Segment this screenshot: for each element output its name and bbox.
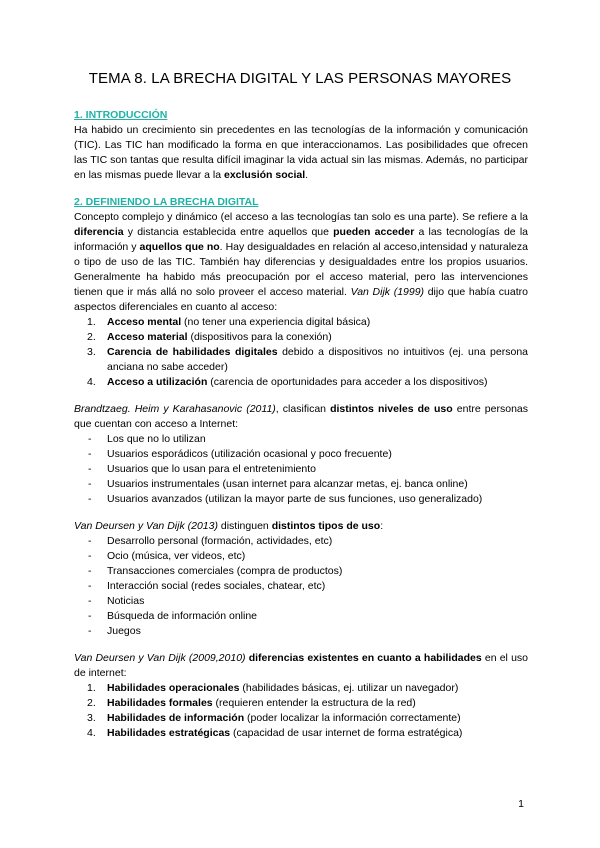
list-item-text: Ocio (música, ver videos, etc) xyxy=(107,550,246,562)
list-item-bold: Habilidades estratégicas xyxy=(107,727,231,739)
citation-van-deursen-2009: Van Deursen y Van Dijk (2009,2010) xyxy=(74,652,246,664)
dash-bullet: - xyxy=(88,595,92,607)
vandeursen-2013-text-1: distinguen xyxy=(217,520,272,532)
list-item-text: Usuarios que lo usan para el entretenimiento xyxy=(107,463,316,475)
brecha-text-2: y distancia establecida entre aquellos que xyxy=(123,226,334,238)
list-item xyxy=(74,579,528,594)
document-body xyxy=(74,108,528,741)
list-number: 1. xyxy=(87,682,96,694)
citation-brandtzaeg-2011: Brandtzaeg. Heim y Karahasanovic (2011) xyxy=(74,403,276,415)
list-item xyxy=(74,549,528,564)
list-item-bold: Acceso a utilización xyxy=(107,376,208,388)
list-number: 2. xyxy=(87,697,96,709)
list-item-text: Usuarios avanzados (utilizan la mayor parte de sus funciones, uso generalizado) xyxy=(107,493,483,505)
brecha-bold-pueden-acceder: pueden acceder xyxy=(333,226,415,238)
vandeursen-2013-paragraph xyxy=(74,519,528,534)
list-item xyxy=(74,711,528,726)
list-item xyxy=(74,726,528,741)
vandeursen-2013-bold-tipos: distintos tipos de uso xyxy=(271,520,381,532)
list-number: 1. xyxy=(87,316,96,328)
page-title: TEMA 8. LA BRECHA DIGITAL Y LAS PERSONAS MAYORES xyxy=(88,70,512,87)
list-item xyxy=(74,624,528,639)
vandeursen-2009-text-2: en el uso de internet: xyxy=(74,652,528,679)
list-number: 4. xyxy=(87,727,96,739)
list-item-text: debido a dispositivos no intuitivos (ej. una persona anciana no sabe acceder) xyxy=(107,346,528,373)
list-item-bold: Habilidades operacionales xyxy=(107,682,240,694)
list-item-text: Usuarios instrumentales (usan internet para alcanzar metas, ej. banca online) xyxy=(107,478,468,490)
list-item-bold: Carencia de habilidades digitales xyxy=(107,346,278,358)
list-item xyxy=(74,696,528,711)
brandtzaeg-text-1: , clasifican xyxy=(275,403,331,415)
dash-bullet: - xyxy=(88,625,92,637)
intro-text: Ha habido un crecimiento sin precedentes en las tecnologías de la información y comunicación (TIC). Las TIC han modificado la forma en que interaccionamos. Las posibilidades que ofrecen las TIC son tantas que resulta difícil imaginar la vida actual sin las mismas. Además, no participar en las mismas puede llevar a la xyxy=(74,124,528,181)
list-item xyxy=(74,345,528,375)
list-item-text: Noticias xyxy=(107,595,145,607)
dash-bullet: - xyxy=(88,535,92,547)
list-number: 2. xyxy=(87,331,96,343)
brandtzaeg-bold-niveles: distintos niveles de uso xyxy=(330,403,453,415)
dash-bullet: - xyxy=(88,565,92,577)
list-item-bold: Habilidades formales xyxy=(107,697,213,709)
brandtzaeg-paragraph xyxy=(74,402,528,432)
list-item-text: (habilidades básicas, ej. utilizar un navegador) xyxy=(239,682,459,694)
dash-bullet: - xyxy=(88,433,92,445)
list-item xyxy=(74,375,528,390)
list-item-bold: Acceso mental xyxy=(107,316,182,328)
list-item xyxy=(74,534,528,549)
list-number: 3. xyxy=(87,712,96,724)
list-item-text: (dispositivos para la conexión) xyxy=(187,331,332,343)
list-item xyxy=(74,594,528,609)
list-item-text: Interacción social (redes sociales, chatear, etc) xyxy=(107,580,326,592)
dash-bullet: - xyxy=(88,493,92,505)
list-number: 3. xyxy=(87,346,96,358)
list-item-text: (carencia de oportunidades para acceder a los dispositivos) xyxy=(207,376,488,388)
list-item xyxy=(74,681,528,696)
dash-bullet: - xyxy=(88,550,92,562)
list-item xyxy=(74,432,528,447)
list-item xyxy=(74,477,528,492)
list-item-text: Los que no lo utilizan xyxy=(107,433,206,445)
list-number: 4. xyxy=(87,376,96,388)
access-aspects-list xyxy=(74,315,528,390)
dash-bullet: - xyxy=(88,478,92,490)
list-item-text: Búsqueda de información online xyxy=(107,610,258,622)
brecha-bold-diferencia: diferencia xyxy=(74,226,124,238)
list-item-text: (capacidad de usar internet de forma estratégica) xyxy=(230,727,463,739)
section-heading-introduccion: 1. INTRODUCCIÓN xyxy=(74,109,168,121)
dash-bullet: - xyxy=(88,580,92,592)
vandeursen-2013-text-2: : xyxy=(380,520,384,532)
citation-van-dijk-1999: Van Dijk (1999) xyxy=(350,286,425,298)
dash-bullet: - xyxy=(88,448,92,460)
section-heading-brecha-digital: 2. DEFINIENDO LA BRECHA DIGITAL xyxy=(74,196,259,208)
brecha-paragraph xyxy=(74,210,528,315)
list-item-text: Juegos xyxy=(107,625,141,637)
intro-bold-exclusion: exclusión social xyxy=(224,169,306,181)
vandeursen-2009-paragraph xyxy=(74,651,528,681)
list-item-text: (poder localizar la información correctamente) xyxy=(244,712,461,724)
list-item xyxy=(74,609,528,624)
page-number: 1 xyxy=(518,798,524,810)
list-item xyxy=(74,447,528,462)
list-item-text: (no tener una experiencia digital básica) xyxy=(181,316,371,328)
brandtzaeg-text-2: entre personas que cuentan con acceso a Internet: xyxy=(74,403,528,430)
list-item-text: (requieren entender la estructura de la red) xyxy=(212,697,416,709)
brecha-text-1: Concepto complejo y dinámico (el acceso a las tecnologías tan solo es una parte). Se refiere a la xyxy=(74,211,528,223)
list-item-text: Usuarios esporádicos (utilización ocasional y poco frecuente) xyxy=(107,448,392,460)
brecha-bold-aquellos-que-no: aquellos que no xyxy=(139,241,220,253)
list-item xyxy=(74,330,528,345)
skills-list xyxy=(74,681,528,741)
brecha-text-3: a las tecnologías de la información y xyxy=(74,226,528,253)
intro-paragraph xyxy=(74,123,528,183)
list-item-text: Desarrollo personal (formación, actividades, etc) xyxy=(107,535,333,547)
list-item xyxy=(74,564,528,579)
intro-end: . xyxy=(305,169,309,181)
list-item-bold: Acceso material xyxy=(107,331,188,343)
brecha-text-4: . Hay desigualdades en relación al acceso,intensidad y naturaleza o tipo de uso de las TIC. También hay diferencias y desigualdades entre los propios usuarios. Generalmente ha habido más preocupación por el acceso material, pero las intervenciones tienen que ir más allá no solo proveer el acceso material. xyxy=(74,241,528,298)
dash-bullet: - xyxy=(88,463,92,475)
list-item xyxy=(74,315,528,330)
dash-bullet: - xyxy=(88,610,92,622)
list-item-text: Transacciones comerciales (compra de productos) xyxy=(107,565,343,577)
list-item xyxy=(74,492,528,507)
list-item xyxy=(74,462,528,477)
list-item-bold: Habilidades de información xyxy=(107,712,245,724)
usage-levels-list xyxy=(74,432,528,507)
citation-van-deursen-2013: Van Deursen y Van Dijk (2013) xyxy=(74,520,218,532)
usage-types-list xyxy=(74,534,528,639)
vandeursen-2009-bold-diferencias: diferencias existentes en cuanto a habilidades xyxy=(248,652,482,664)
brecha-text-5: dijo que había cuatro aspectos diferenciales en cuanto al acceso: xyxy=(74,286,528,313)
